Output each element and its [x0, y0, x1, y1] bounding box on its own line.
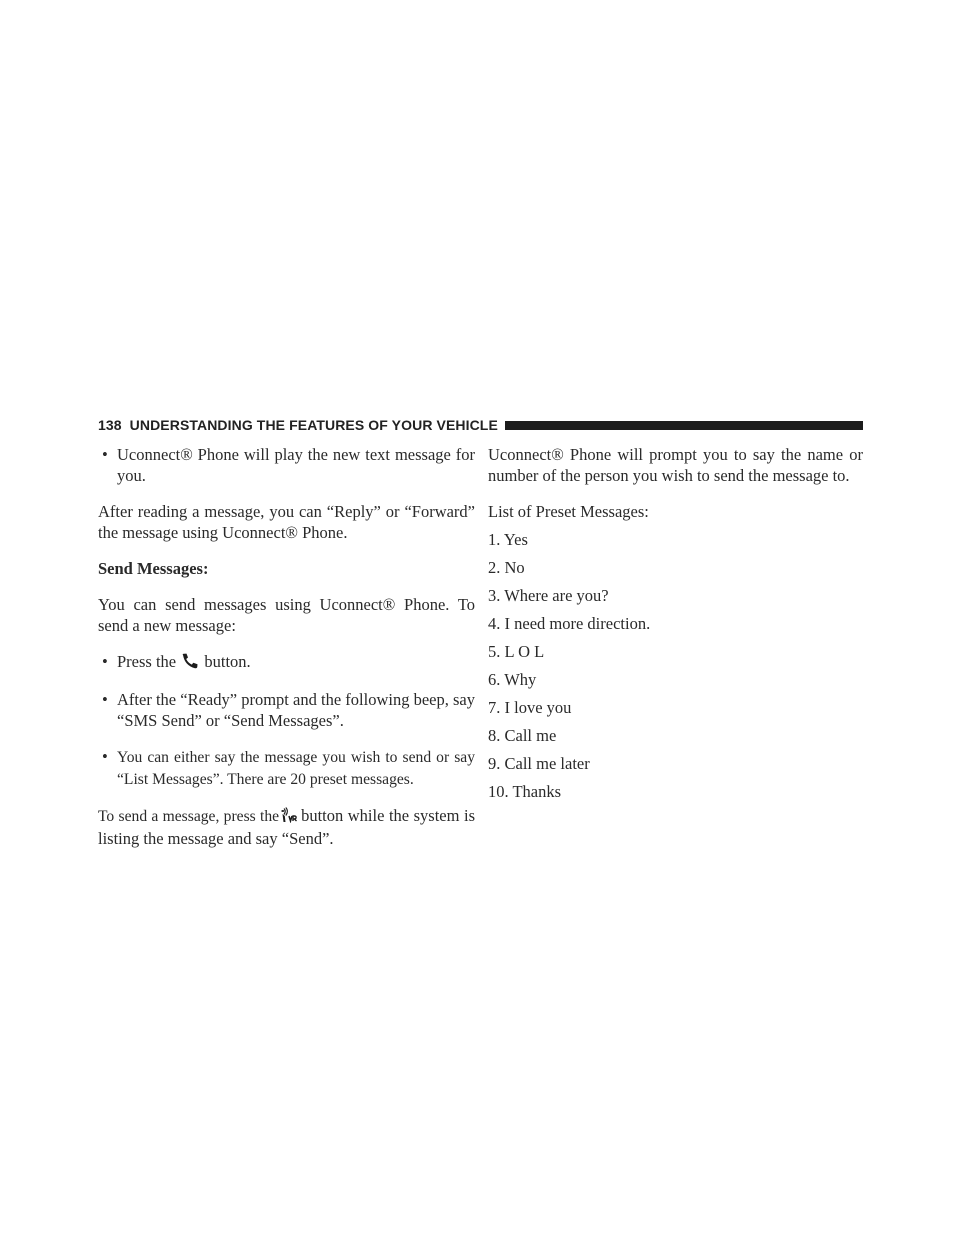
bullet-item [98, 444, 475, 486]
paragraph-send-press [98, 805, 475, 849]
list-item: 7. I love you [488, 698, 572, 717]
list-item: 3. Where are you? [488, 586, 609, 605]
bullet-item [98, 651, 475, 674]
bullet-item [98, 746, 475, 790]
voice-recognition-icon [280, 807, 300, 828]
list-item: 4. I need more direction. [488, 614, 651, 633]
bullet-text-before: Press the [117, 652, 177, 671]
paragraph-send-intro: You can send messages using Uconnect® Phone. To send a new message: [98, 595, 475, 635]
bullet-text: After the “Ready” prompt and the following beep, say “SMS Send” or “Send Messages”. [117, 690, 475, 730]
paragraph-text-before: To send a message, press the [98, 808, 280, 825]
bullet-dot: • [102, 652, 108, 671]
bullet-text-after: button. [204, 652, 251, 671]
paragraph-reply-forward: After reading a message, you can “Reply” or “Forward” the message using Uconnect® Phone. [98, 502, 475, 542]
right-column [488, 444, 863, 802]
list-item: 9. Call me later [488, 754, 590, 773]
list-item: 8. Call me [488, 726, 557, 745]
bullet-dot: • [102, 747, 108, 766]
list-item: 2. No [488, 558, 525, 577]
list-title: List of Preset Messages: [488, 502, 649, 521]
left-column [98, 444, 475, 849]
header-rule [505, 421, 863, 430]
heading-send-messages: Send Messages: [98, 559, 209, 578]
bullet-text: You can either say the message you wish to send or say “List Messages”. There are 20 preset messages. [117, 749, 475, 788]
page-header [98, 414, 863, 436]
section-title: UNDERSTANDING THE FEATURES OF YOUR VEHICLE [129, 417, 498, 433]
list-item: 6. Why [488, 670, 537, 689]
bullet-dot: • [102, 445, 108, 464]
bullet-item [98, 689, 475, 731]
bullet-dot: • [102, 690, 108, 709]
list-item: 10. Thanks [488, 782, 562, 801]
bullet-text: Uconnect® Phone will play the new text message for you. [117, 445, 475, 485]
paragraph-prompt-name: Uconnect® Phone will prompt you to say the name or number of the person you wish to send the message to. [488, 445, 863, 485]
phone-icon [181, 653, 199, 674]
list-item: 1. Yes [488, 530, 528, 549]
paragraph-text-after: button while the system is listing the message and say “Send”. [98, 806, 475, 848]
page-number: 138 [98, 417, 122, 433]
list-item: 5. L O L [488, 642, 545, 661]
